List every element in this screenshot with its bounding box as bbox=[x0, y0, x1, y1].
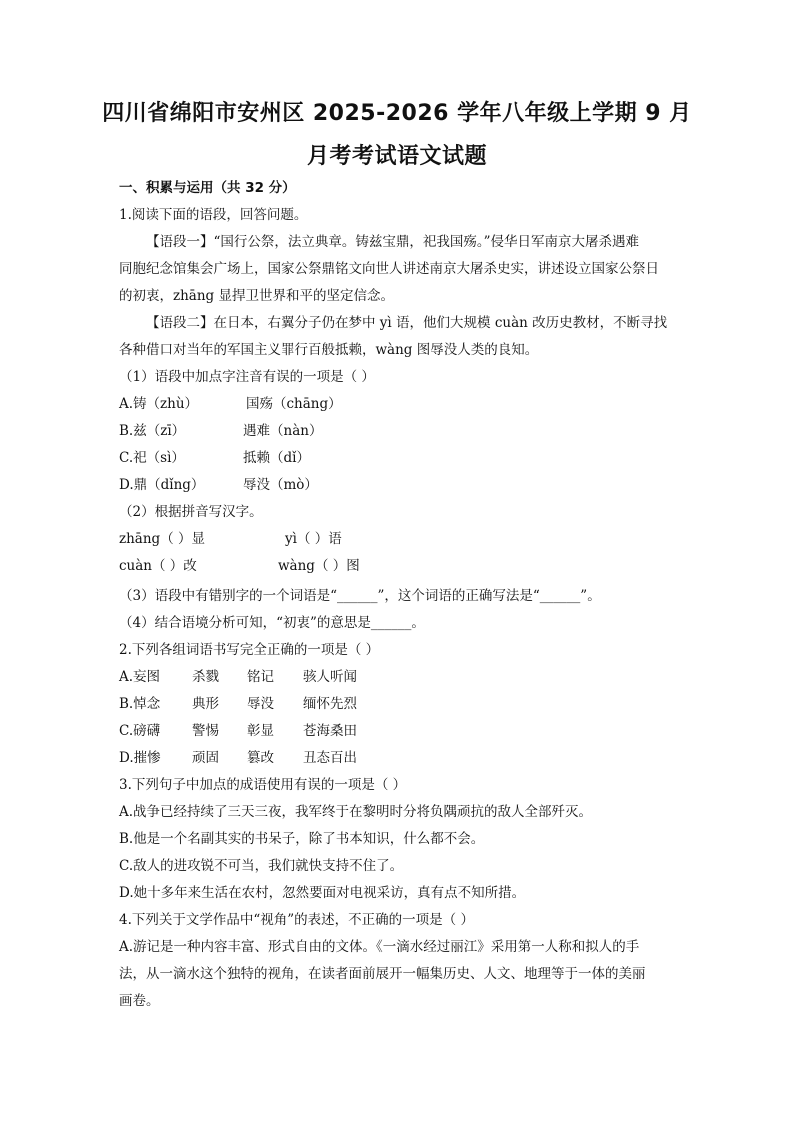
passage-1-line: 【语段一】“国行公祭，法立典章。铸兹宝鼎，祀我国殇。”侵华日军南京大屠杀遇难 bbox=[146, 234, 640, 250]
sentence-option: A.战争已经持续了三天三夜，我军终于在黎明时分将负隅顽抗的敌人全部歼灭。 bbox=[119, 804, 593, 820]
option-label: 辱没（mò） bbox=[243, 477, 318, 493]
word-option: 丑态百出 bbox=[303, 750, 357, 766]
question-3-stem: 3.下列句子中加点的成语使用有误的一项是（ ） bbox=[119, 777, 407, 793]
pinyin-item: yì（ ）语 bbox=[285, 531, 342, 547]
option-a-line: 法，从一滴水这个独特的视角，在读者面前展开一幅集历史、人文、地理等于一体的美丽 bbox=[119, 966, 646, 982]
pinyin-item: cuàn（ ）改 bbox=[119, 558, 197, 574]
word-option: 辱没 bbox=[247, 696, 274, 712]
word-option: 缅怀先烈 bbox=[303, 696, 357, 712]
word-option: 警惕 bbox=[192, 723, 219, 739]
sentence-option: C.敌人的进攻锐不可当，我们就快支持不住了。 bbox=[119, 858, 404, 874]
word-option: 铭记 bbox=[247, 669, 274, 685]
word-option: C.磅礴 bbox=[119, 723, 161, 739]
option-label: A.铸（zhù） bbox=[119, 396, 199, 412]
pinyin-item: zhāng（ ）显 bbox=[119, 531, 205, 547]
option-label: C.祀（sì） bbox=[119, 450, 185, 466]
word-option: 彰显 bbox=[247, 723, 274, 739]
passage-1-line: 的初衷，zhāng 显捍卫世界和平的坚定信念。 bbox=[119, 288, 394, 304]
subquestion-1: （1）语段中加点字注音有误的一项是（ ） bbox=[119, 369, 375, 385]
option-label: 国殇（chāng） bbox=[246, 396, 342, 412]
passage-2-line: 【语段二】在日本，右翼分子仍在梦中 yì 语，他们大规模 cuàn 改历史教材，不断寻找 bbox=[146, 315, 668, 331]
question-1-stem: 1.阅读下面的语段，回答问题。 bbox=[119, 207, 308, 223]
section-heading: 一、积累与运用（共 32 分） bbox=[119, 180, 296, 196]
option-label: 遇难（nàn） bbox=[243, 423, 323, 439]
word-option: 篡改 bbox=[247, 750, 274, 766]
word-option: D.摧惨 bbox=[119, 750, 161, 766]
subquestion-4: （4）结合语境分析可知，“初衷”的意思是______。 bbox=[119, 615, 425, 631]
word-option: 杀戮 bbox=[192, 669, 219, 685]
sentence-option: B.他是一个名副其实的书呆子，除了书本知识，什么都不会。 bbox=[119, 831, 485, 847]
passage-1-line: 同胞纪念馆集会广场上，国家公祭鼎铭文向世人讲述南京大屠杀史实，讲述设立国家公祭日 bbox=[119, 261, 659, 277]
question-4-stem: 4.下列关于文学作品中“视角”的表述，不正确的一项是（ ） bbox=[119, 912, 474, 928]
word-option: A.妄图 bbox=[119, 669, 161, 685]
passage-2-line: 各种借口对当年的军国主义罪行百般抵赖，wàng 图辱没人类的良知。 bbox=[119, 342, 539, 358]
option-a-line: 画卷。 bbox=[119, 993, 160, 1009]
option-a-line: A.游记是一种内容丰富、形式自由的文体。《一滴水经过丽江》采用第一人称和拟人的手 bbox=[119, 939, 640, 955]
option-label: D.鼎（dǐng） bbox=[119, 477, 205, 493]
option-label: B.兹（zī） bbox=[119, 423, 186, 439]
document-title-line1: 四川省绵阳市安州区 2025-2026 学年八年级上学期 9 月 bbox=[102, 101, 692, 126]
word-option: B.悼念 bbox=[119, 696, 161, 712]
subquestion-3: （3）语段中有错别字的一个词语是“______”，这个词语的正确写法是“______”。 bbox=[119, 588, 601, 604]
word-option: 骇人听闻 bbox=[303, 669, 357, 685]
subquestion-2: （2）根据拼音写汉字。 bbox=[119, 504, 263, 520]
pinyin-item: wàng（ ）图 bbox=[278, 558, 360, 574]
sentence-option: D.她十多年来生活在农村，忽然要面对电视采访，真有点不知所措。 bbox=[119, 885, 526, 901]
word-option: 顽固 bbox=[192, 750, 219, 766]
option-label: 抵赖（dǐ） bbox=[243, 450, 310, 466]
question-2-stem: 2.下列各组词语书写完全正确的一项是（ ） bbox=[119, 642, 380, 658]
document-title-line2: 月考考试语文试题 bbox=[306, 144, 487, 169]
word-option: 苍海桑田 bbox=[303, 723, 357, 739]
word-option: 典形 bbox=[192, 696, 219, 712]
